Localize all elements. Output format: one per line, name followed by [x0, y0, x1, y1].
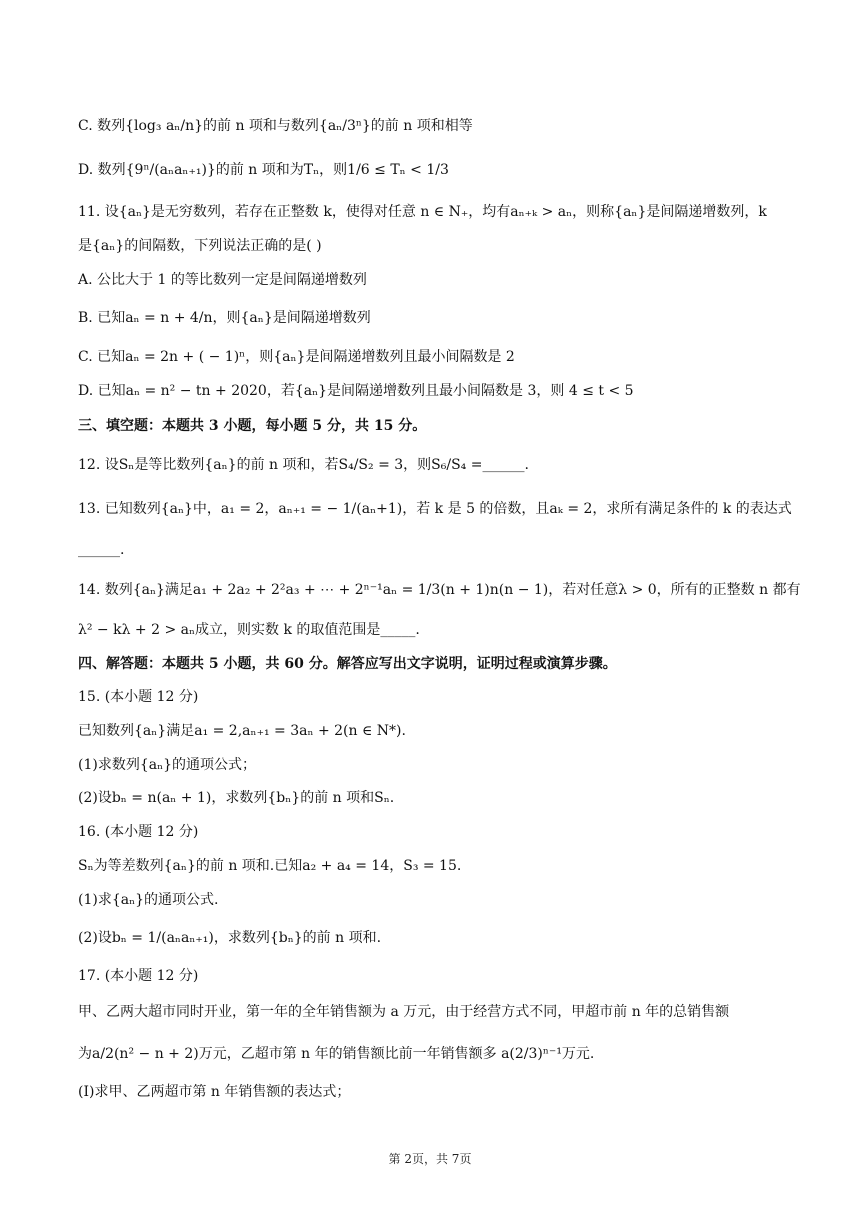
question-14-line1: 14. 数列{aₙ}满足a₁ + 2a₂ + 2²a₃ + ⋯ + 2ⁿ⁻¹aₙ = 1/3(n + 1)n(n − 1)，若对任意λ > 0，所有的正整数 n 都有 — [78, 582, 801, 598]
option-a-q11: A. 公比大于 1 的等比数列一定是间隔递增数列 — [78, 272, 367, 288]
question-16-part2: (2)设bₙ = 1/(aₙaₙ₊₁)，求数列{bₙ}的前 n 项和. — [78, 930, 382, 946]
question-17-stem-line2: 为a/2(n² − n + 2)万元，乙超市第 n 年的销售额比前一年销售额多 a(2/3)ⁿ⁻¹万元. — [78, 1046, 595, 1062]
question-14-line2: λ² − kλ + 2 > aₙ成立，则实数 k 的取值范围是_____. — [78, 622, 420, 638]
question-16-header: 16. (本小题 12 分) — [78, 824, 199, 840]
option-c-q10: C. 数列{log₃ aₙ/n}的前 n 项和与数列{aₙ/3ⁿ}的前 n 项和相等 — [78, 118, 473, 134]
option-d-q10: D. 数列{9ⁿ/(aₙaₙ₊₁)}的前 n 项和为Tₙ，则1/6 ≤ Tₙ < 1/3 — [78, 162, 449, 178]
question-15-part1: (1)求数列{aₙ}的通项公式； — [78, 757, 257, 773]
question-13-line2: ______. — [78, 542, 125, 558]
section-3-heading: 三、填空题：本题共 3 小题，每小题 5 分，共 15 分。 — [78, 418, 427, 434]
question-13-line1: 13. 已知数列{aₙ}中，a₁ = 2，aₙ₊₁ = − 1/(aₙ+1)，若 k 是 5 的倍数，且aₖ = 2，求所有满足条件的 k 的表达式 — [78, 501, 792, 517]
page-footer: 第 2页，共 7页 — [388, 1152, 472, 1166]
question-17-header: 17. (本小题 12 分) — [78, 968, 199, 984]
question-16-stem: Sₙ为等差数列{aₙ}的前 n 项和.已知a₂ + a₄ = 14，S₃ = 15. — [78, 858, 462, 874]
question-17-stem-line1: 甲、乙两大超市同时开业，第一年的全年销售额为 a 万元，由于经营方式不同，甲超市前 n 年的总销售额 — [78, 1004, 730, 1020]
option-c-q11: C. 已知aₙ = 2n + ( − 1)ⁿ，则{aₙ}是间隔递增数列且最小间隔数是 2 — [78, 349, 515, 365]
option-b-q11: B. 已知aₙ = n + 4/n，则{aₙ}是间隔递增数列 — [78, 310, 371, 326]
section-4-heading: 四、解答题：本题共 5 小题，共 60 分。解答应写出文字说明，证明过程或演算步骤。 — [78, 656, 617, 672]
question-17-part1: (Ⅰ)求甲、乙两超市第 n 年销售额的表达式； — [78, 1084, 351, 1100]
question-16-part1: (1)求{aₙ}的通项公式. — [78, 892, 219, 908]
question-15-part2: (2)设bₙ = n(aₙ + 1)，求数列{bₙ}的前 n 项和Sₙ. — [78, 790, 395, 806]
question-12: 12. 设Sₙ是等比数列{aₙ}的前 n 项和，若S₄/S₂ = 3，则S₆/S₄ =______. — [78, 457, 529, 473]
question-15-header: 15. (本小题 12 分) — [78, 689, 199, 705]
question-11-line2: 是{aₙ}的间隔数，下列说法正确的是( ) — [78, 238, 322, 254]
question-15-stem: 已知数列{aₙ}满足a₁ = 2,aₙ₊₁ = 3aₙ + 2(n ∈ N*). — [78, 723, 406, 739]
question-11-line1: 11. 设{aₙ}是无穷数列，若存在正整数 k，使得对任意 n ∈ N₊，均有aₙ₊ₖ > aₙ，则称{aₙ}是间隔递增数列，k — [78, 204, 767, 220]
option-d-q11: D. 已知aₙ = n² − tn + 2020，若{aₙ}是间隔递增数列且最小间隔数是 3，则 4 ≤ t < 5 — [78, 383, 634, 399]
